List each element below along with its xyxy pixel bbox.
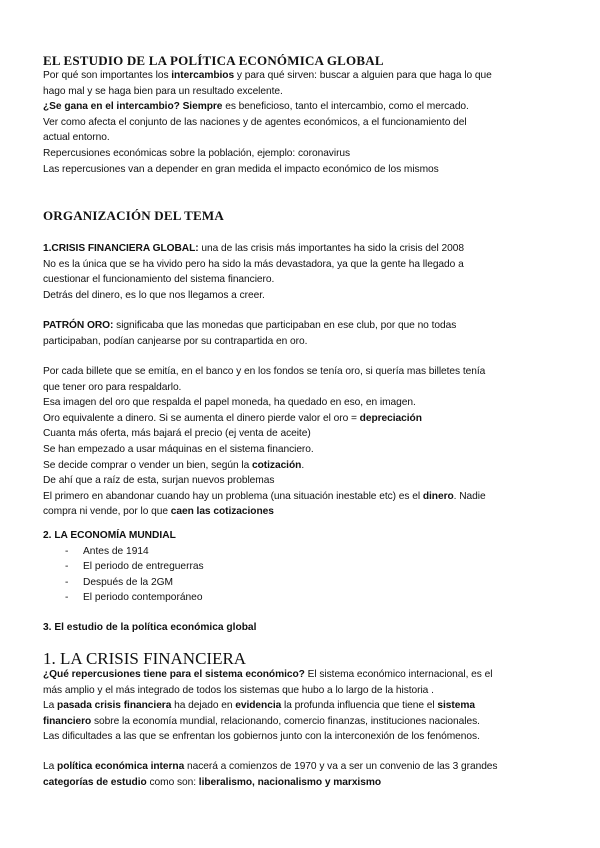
list-item: - El periodo de entreguerras	[65, 559, 563, 575]
banknote-section	[43, 364, 563, 520]
banknote-line: Esa imagen del oro que respalda el papel moneda, ha quedado en eso, en imagen.	[43, 397, 416, 409]
global-policy-heading: 3. El estudio de la política económica global	[43, 622, 257, 633]
period-list	[43, 544, 563, 606]
crisis-global-line: 1.CRISIS FINANCIERA GLOBAL: una de las crisis más importantes ha sido la crisis del 2008	[43, 243, 464, 254]
intro-line: Las repercusiones van a depender en gran medida el impacto económico de los mismos	[43, 163, 439, 175]
intro-line: Por qué son importantes los intercambios y para qué sirven: buscar a alguien para que haga lo que	[43, 70, 492, 81]
internal-policy-section	[43, 759, 563, 790]
crisis-global-line: No es la única que se ha vivido pero ha sido la más devastadora, ya que la gente ha llegado a	[43, 258, 464, 270]
banknote-line: Se decide comprar o vender un bien, según la cotización.	[43, 459, 305, 471]
gold-standard-line: PATRÓN ORO: significaba que las monedas que participaban en ese club, por que no todas	[43, 320, 457, 331]
financial-crisis-section	[43, 667, 563, 745]
intro-line: Repercusiones económicas sobre la población, ejemplo: coronavirus	[43, 147, 351, 159]
crisis-line: ¿Qué repercusiones tiene para el sistema económico? El sistema económico internacional, es el	[43, 669, 493, 680]
banknote-line: Cuanta más oferta, más bajará el precio (ej venta de aceite)	[43, 428, 311, 440]
world-economy-heading: 2. LA ECONOMÍA MUNDIAL	[43, 530, 176, 541]
gold-standard-section	[43, 318, 563, 349]
financial-crisis-heading: 1. LA CRISIS FINANCIERA	[43, 649, 247, 668]
intro-line: hago mal y se haga bien para un resultado excelente.	[43, 85, 283, 97]
crisis-global-section	[43, 241, 563, 303]
document-title: EL ESTUDIO DE LA POLÍTICA ECONÓMICA GLOBAL	[43, 53, 384, 68]
banknote-line: Se han empezado a usar máquinas en el sistema financiero.	[43, 443, 314, 455]
crisis-line: La pasada crisis financiera ha dejado en evidencia la profunda influencia que tiene el sistema	[43, 700, 476, 712]
organization-heading: ORGANIZACIÓN DEL TEMA	[43, 208, 224, 223]
list-item: - Antes de 1914	[65, 544, 563, 560]
banknote-line: De ahí que a raíz de esta, surjan nuevos problemas	[43, 475, 275, 487]
list-item: - El periodo contemporáneo	[65, 590, 563, 606]
crisis-line: Las dificultades a las que se enfrentan los gobiernos junto con la interconexión de los fenómenos.	[43, 731, 480, 743]
world-economy-section	[43, 528, 563, 606]
crisis-line: más amplio y el más integrado de todos los sistemas que hubo a lo largo de la historia .	[43, 684, 434, 696]
crisis-global-line: Detrás del dinero, es lo que nos llegamos a creer.	[43, 289, 265, 301]
banknote-line: que tener oro para respaldarlo.	[43, 381, 182, 393]
intro-section	[43, 68, 563, 177]
banknote-line: Oro equivalente a dinero. Si se aumenta el dinero pierde valor el oro = depreciación	[43, 412, 422, 424]
list-item: - Después de la 2GM	[65, 575, 563, 591]
crisis-line: financiero sobre la economía mundial, relacionando, comercio finanzas, instituciones nacionales.	[43, 715, 480, 727]
intro-line: ¿Se gana en el intercambio? Siempre es beneficioso, tanto el intercambio, como el mercado.	[43, 101, 469, 113]
crisis-global-line: cuestionar el funcionamiento del sistema financiero.	[43, 274, 275, 286]
banknote-line: compra ni vende, por lo que caen las cotizaciones	[43, 506, 274, 518]
intro-line: actual entorno.	[43, 132, 110, 144]
policy-line: categorías de estudio como son: liberalismo, nacionalismo y marxismo	[43, 776, 382, 788]
intro-line: Ver como afecta el conjunto de las naciones y de agentes económicos, a el funcionamiento del	[43, 116, 467, 128]
gold-standard-line: participaban, podían canjearse por su contrapartida en oro.	[43, 335, 308, 347]
banknote-line: El primero en abandonar cuando hay un problema (una situación inestable etc) es el dinero. Nadie	[43, 490, 486, 502]
policy-line: La política económica interna nacerá a comienzos de 1970 y va a ser un convenio de las 3 grandes	[43, 761, 498, 772]
banknote-line: Por cada billete que se emitía, en el banco y en los fondos se tenía oro, si quería mas billetes tenía	[43, 366, 486, 377]
